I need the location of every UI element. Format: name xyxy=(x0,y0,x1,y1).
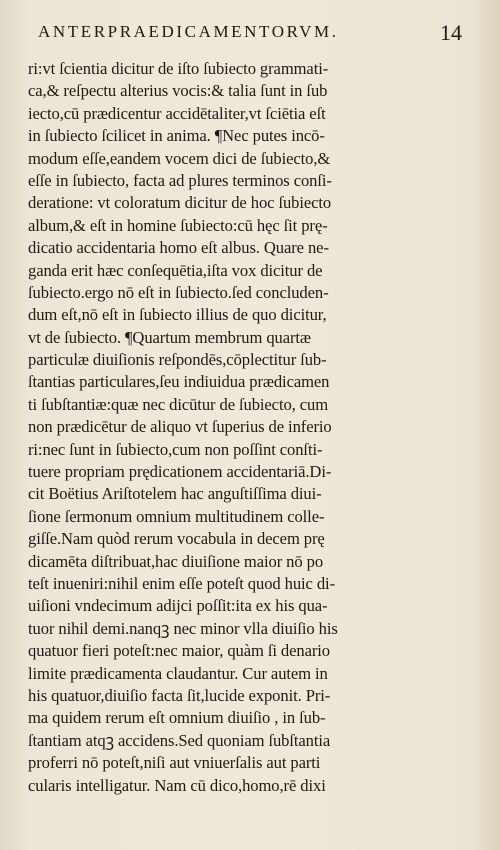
text-line: non prædicētur de aliquo vt ſuperius de inferio xyxy=(28,417,332,437)
text-line: particulæ diuiſionis reſpondēs,cōplectitur ſub- xyxy=(28,350,327,370)
text-line: proferri nō poteſt,niſi aut vniuerſalis aut parti xyxy=(28,753,321,773)
text-line: iecto,cū prædicentur accidētaliter,vt ſciētia eſt xyxy=(28,103,326,123)
text-line: quatuor fieri poteſt:nec maior, quàm ſi denario xyxy=(28,641,330,661)
text-line: ri:vt ſcientia dicitur de iſto ſubiecto grammati- xyxy=(28,59,329,78)
text-line: ma quidem rerum eſt omnium diuiſio , in ſub- xyxy=(28,708,326,728)
text-line: vt de ſubiecto. ¶Quartum membrum quartæ xyxy=(28,327,311,347)
text-line: ri:nec ſunt in ſubiecto,cum non poſſint conſti- xyxy=(28,439,323,459)
text-line: ſtantias particulares,ſeu indiuidua prædicamen xyxy=(28,372,330,392)
text-line: cularis intelligatur. Nam cū dico,homo,rē dixi xyxy=(28,775,326,795)
text-line: deratione: vt coloratum dicitur de hoc ſubiecto xyxy=(28,193,332,213)
text-line: ti ſubſtantiæ:quæ nec dicūtur de ſubiecto, cum xyxy=(28,394,329,414)
page-header xyxy=(38,22,462,48)
text-line: cit Boëtius Ariſtotelem hac anguſtiſſima diui- xyxy=(28,484,322,504)
text-line: giſſe.Nam quòd rerum vocabula in decem prę xyxy=(28,529,325,549)
text-line: album,& eſt in homine ſubiecto:cū hęc ſit prę- xyxy=(28,215,328,235)
folio-number: 14 xyxy=(440,20,462,45)
text-line: limite prædicamenta claudantur. Cur autem in xyxy=(28,663,328,683)
text-line: ca,& reſpectu alterius vocis:& talia ſunt in ſub xyxy=(28,81,328,101)
text-line: dicatio accidentaria homo eſt albus. Quare ne- xyxy=(28,238,329,258)
text-line: modum eſſe,eandem vocem dici de ſubiecto,& xyxy=(28,148,331,168)
text-line: teſt inueniri:nihil enim eſſe poteſt quod huic di- xyxy=(28,573,335,593)
text-line: eſſe in ſubiecto, facta ad plures terminos conſi- xyxy=(28,170,332,190)
body-text xyxy=(28,58,472,797)
text-line: uiſioni vndecimum adijci poſſit:ita ex his qua- xyxy=(28,596,328,616)
running-head: ANTERPRAEDICAMENTORVM. xyxy=(38,22,339,41)
text-line: dum eſt,nō eſt in ſubiecto illius de quo dicitur, xyxy=(28,305,327,325)
text-line: ſtantiam atqꝫ accidens.Sed quoniam ſubſtantia xyxy=(28,730,331,750)
text-line: ganda erit hæc conſequētia,iſta vox dicitur de xyxy=(28,260,323,280)
text-line: dicamēta diſtribuat,hac diuiſione maior nō po xyxy=(28,551,324,571)
text-line: ſione ſermonum omnium multitudinem colle- xyxy=(28,506,325,526)
text-line: tuor nihil demi.nanqꝫ nec minor vlla diuiſio his xyxy=(28,618,338,638)
text-line: his quatuor,diuiſio facta ſit,lucide exponit. Pri- xyxy=(28,685,331,705)
text-line: ſubiecto.ergo nō eſt in ſubiecto.ſed concluden- xyxy=(28,282,329,302)
text-line: in ſubiecto ſcilicet in anima. ¶Nec putes incō- xyxy=(28,126,325,146)
text-line: tuere propriam prędicationem accidentariā.Di- xyxy=(28,462,332,482)
